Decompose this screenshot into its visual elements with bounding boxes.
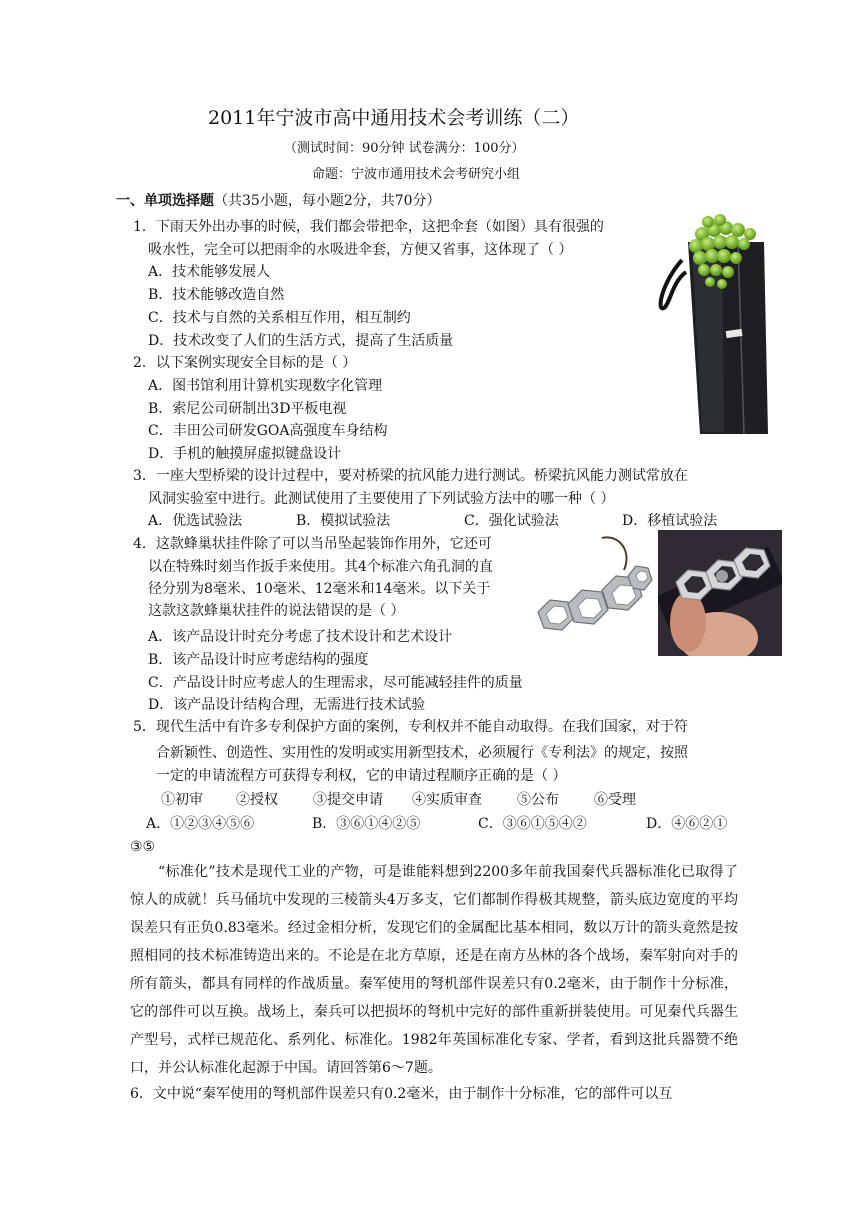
q4-stem-line4: 这款这款蜂巢状挂件的说法错误的是（ ） — [148, 603, 405, 619]
q4-stem-line1: 4．这款蜂巢状挂件除了可以当吊坠起装饰作用外，它还可 — [133, 536, 492, 552]
q5-stem-line1: 5．现代生活中有许多专利保护方面的案例，专利权并不能自动取得。在我们国家，对于符 — [133, 719, 688, 735]
q1-stem-line2: 吸水性，完全可以把雨伞的水吸进伞套，方便又省事，这体现了（ ） — [148, 242, 573, 258]
q5-stem-line2: 合新颖性、创造性、实用性的发明或实用新型技术，必须履行《专利法》的规定，按照 — [156, 745, 688, 761]
q5-step-1: ①初审 — [161, 792, 203, 808]
q3-stem-line1: 3．一座大型桥梁的设计过程中，要对桥梁的抗风能力进行测试。桥梁抗风能力测试常放在 — [133, 468, 688, 484]
q1-stem-line1: 1．下雨天外出办事的时候，我们都会带把伞，这把伞套（如图）具有很强的 — [133, 219, 604, 235]
q5-stem-line3: 一定的申请流程方可获得专利权，它的申请过程顺序正确的是（ ） — [156, 768, 567, 784]
q1-option-b: B．技术能够改造自然 — [148, 287, 285, 303]
q5-option-c: C．③⑥①⑤④② — [478, 816, 587, 832]
section-note: （共35小题，每小题2分，共70分） — [214, 193, 441, 209]
q6-stem-line1: 6．文中说“秦军使用的弩机部件误差只有0.2毫米，由于制作十分标准，它的部件可以互 — [130, 1086, 673, 1102]
q5-step-4: ④实质审查 — [412, 792, 482, 808]
umbrella-sleeve-image — [652, 212, 776, 440]
page-title: 2011年宁波市高中通用技术会考训练（二） — [208, 107, 580, 129]
exam-meta: （测试时间：90分钟 试卷满分：100分） — [284, 141, 525, 156]
section-heading — [116, 192, 441, 210]
q5-step-2: ②授权 — [236, 792, 278, 808]
q3-stem-line2: 风洞实验室中进行。此测试使用了主要使用了下列试验方法中的哪一种（ ） — [148, 491, 615, 507]
q4-option-a: A．该产品设计时充分考虑了技术设计和艺术设计 — [148, 629, 453, 645]
q4-stem-line3: 径分别为8毫米、10毫米、12毫米和14毫米。以下关于 — [148, 581, 491, 597]
q5-step-5: ⑤公布 — [517, 792, 559, 808]
q3-option-a: A．优选试验法 — [148, 513, 243, 529]
section-title: 一、单项选择题 — [116, 193, 214, 209]
q1-option-a: A．技术能够发展人 — [148, 264, 271, 280]
q5-option-d: D．④⑥②① — [646, 816, 728, 832]
q5-option-a: A．①②③④⑤⑥ — [146, 816, 255, 832]
q3-option-c: C．强化试验法 — [464, 513, 559, 529]
exam-author: 命题：宁波市通用技术会考研究小组 — [312, 167, 521, 182]
q5-option-b: B．③⑥①④②⑤ — [312, 816, 421, 832]
q4-option-b: B．该产品设计时应考虑结构的强度 — [148, 652, 369, 668]
q4-stem-line2: 以在特殊时刻当作扳手来使用。其4个标准六角孔洞的直 — [148, 559, 493, 575]
hex-pendant-image — [532, 530, 658, 652]
q4-option-c: C．产品设计时应考虑人的生理需求，尽可能减轻挂件的质量 — [148, 675, 523, 691]
q3-option-b: B．模拟试验法 — [296, 513, 391, 529]
q2-option-a: A．图书馆利用计算机实现数字化管理 — [148, 378, 383, 394]
q5-step-3: ③提交申请 — [313, 792, 383, 808]
hex-wrench-in-use-image — [658, 530, 782, 656]
q5-option-d-wrap: ③⑤ — [130, 839, 156, 855]
q2-option-d: D．手机的触摸屏虚拟键盘设计 — [148, 446, 342, 462]
reading-passage: “标准化”技术是现代工业的产物，可是谁能料想到2200多年前我国秦代兵器标准化已取得了惊人的成就！兵马俑坑中发现的三棱箭头4万多支，它们都制作得极其规整，箭头底边宽度的平均误差只有正负0.83毫米。经过金相分析，发现它们的金属配比基本相同，数以万计的箭头竟然是按照相同的技术标准铸造出来的。不论是在北方草原，还是在南方丛林的各个战场，秦军射向对手的所有箭头，都具有同样的作战质量。秦军使用的弩机部件误差只有0.2毫米，由于制作十分标准，它的部件可以互换。战场上，秦兵可以把损坏的弩机中完好的部件重新拼装使用。可见秦代兵器生产型号，式样已规范化、系列化、标准化。1982年英国标准化专家、学者，看到这批兵器赞不绝口，并公认标准化起源于中国。请回答第6～7题。 — [130, 864, 738, 1076]
q4-option-d: D．该产品设计结构合理，无需进行技术试验 — [148, 697, 426, 713]
q5-step-6: ⑥受理 — [594, 792, 636, 808]
q2-option-b: B．索尼公司研制出3D平板电视 — [148, 401, 347, 417]
q2-option-c: C．丰田公司研发GOA高强度车身结构 — [148, 423, 388, 439]
q1-option-c: C．技术与自然的关系相互作用，相互制约 — [148, 310, 411, 326]
q3-option-d: D．移植试验法 — [622, 513, 718, 529]
q2-stem: 2．以下案例实现安全目标的是（ ） — [133, 355, 357, 371]
q1-option-d: D．技术改变了人们的生活方式，提高了生活质量 — [148, 333, 454, 349]
